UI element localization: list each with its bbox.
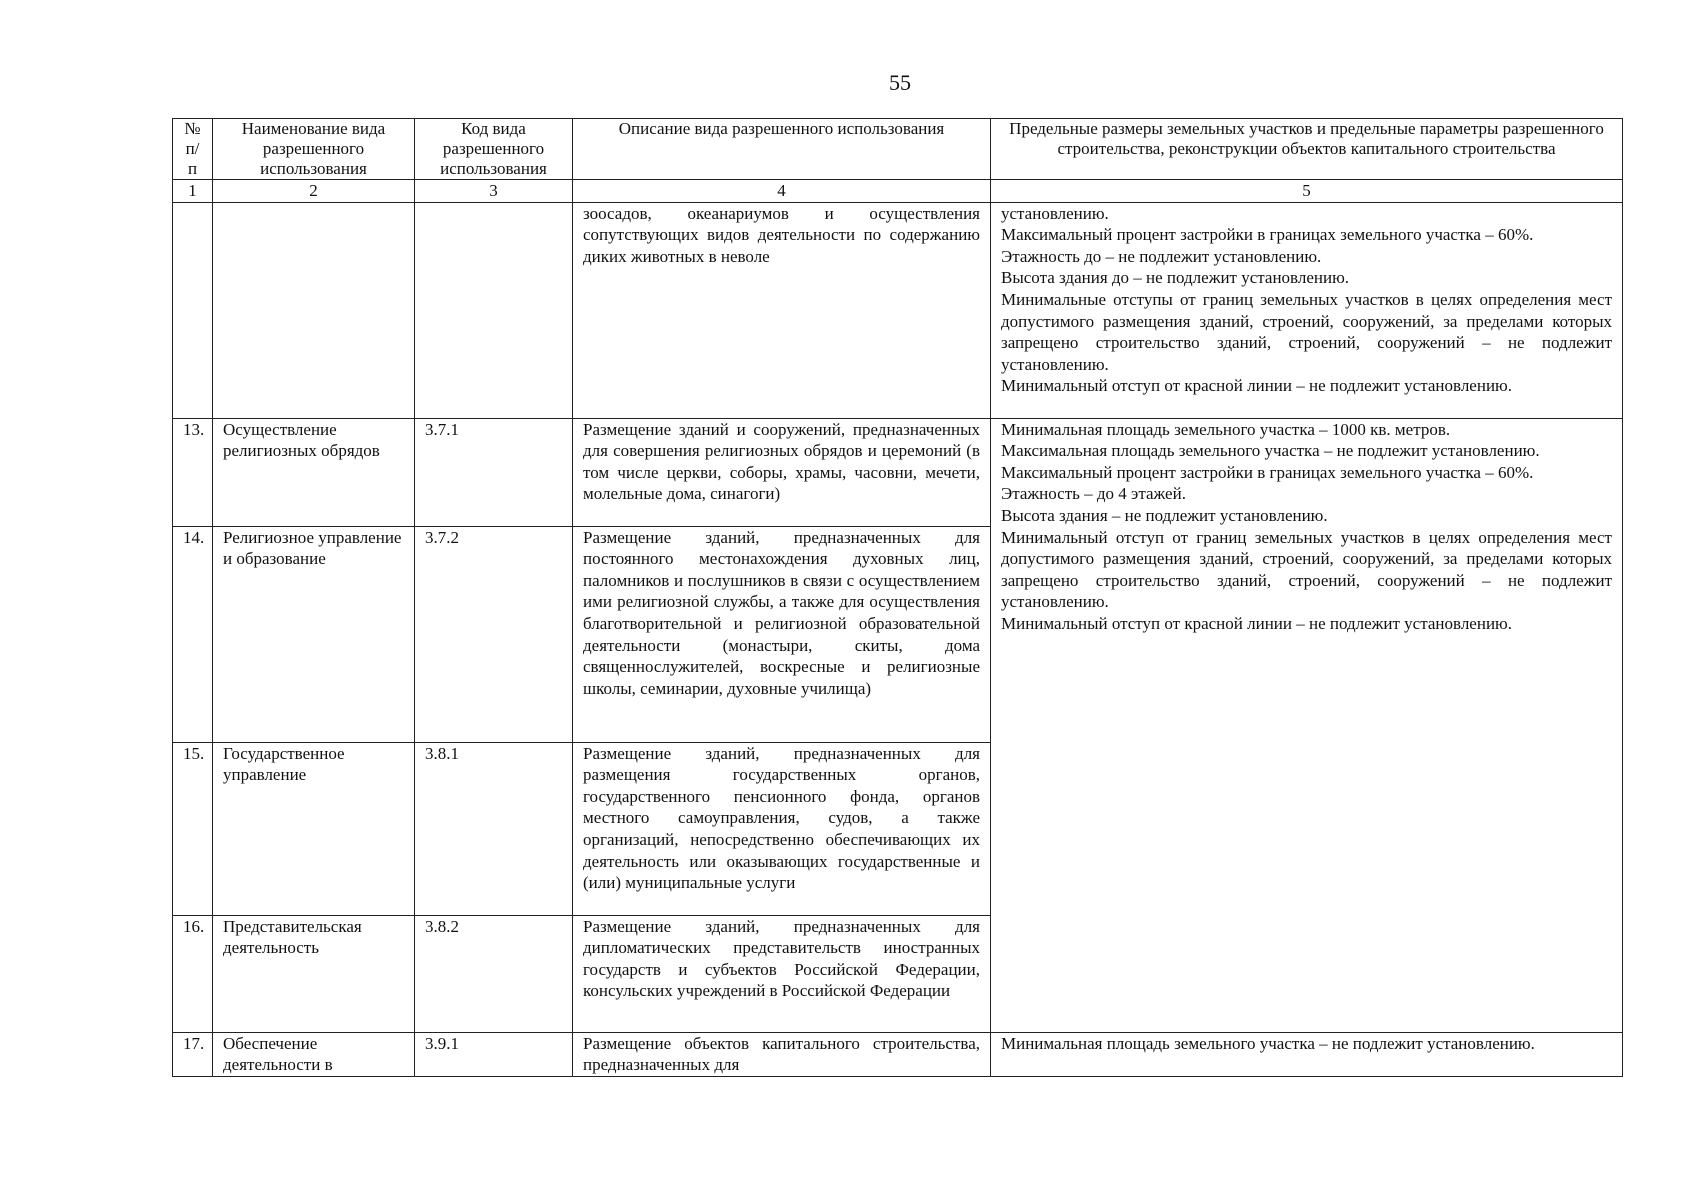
use-parameters: [991, 1032, 1623, 1076]
use-description: зоосадов, океанариумов и осуществления сопутствующих видов деятельности по содержанию диких животных в неволе: [573, 202, 991, 418]
parameter-line: Максимальный процент застройки в границах земельного участка – 60%.: [1001, 462, 1534, 482]
use-code: 3.8.1: [415, 742, 573, 915]
parameter-line: Минимальный отступ от красной линии – не подлежит установлению.: [1001, 376, 1512, 396]
column-number: 1: [173, 180, 213, 203]
parameter-line: установлению.: [1001, 203, 1109, 223]
page-number: 55: [889, 70, 911, 95]
use-name: Государственное управление: [213, 742, 415, 915]
use-name: Обеспечение деятельности в: [213, 1032, 415, 1076]
row-number: 15.: [173, 742, 213, 915]
parameter-line: Минимальная площадь земельного участка – 1000 кв. метров.: [1001, 419, 1451, 439]
parameter-line: Высота здания до – не подлежит установлению.: [1001, 268, 1350, 288]
parameter-line: Минимальный отступ от красной линии – не подлежит установлению.: [1001, 613, 1512, 633]
table-row: [173, 1032, 1623, 1076]
column-number: 3: [415, 180, 573, 203]
use-description: Размещение объектов капитального строительства, предназначенных для: [573, 1032, 991, 1076]
use-name: [213, 202, 415, 418]
use-code: 3.7.1: [415, 418, 573, 526]
column-number: 2: [213, 180, 415, 203]
parameter-line: Этажность до – не подлежит установлению.: [1001, 246, 1322, 266]
header-num: № п/п: [173, 119, 213, 180]
header-row: [173, 119, 1623, 180]
use-parameters: [991, 202, 1623, 418]
column-number: 5: [991, 180, 1623, 203]
use-code: 3.8.2: [415, 915, 573, 1032]
parameter-line: Максимальный процент застройки в границах земельного участка – 60%.: [1001, 225, 1534, 245]
table-row: [173, 418, 1623, 526]
use-code: 3.9.1: [415, 1032, 573, 1076]
use-description: Размещение зданий, предназначенных для постоянного местонахождения духовных лиц, паломников и послушников в связи с осуществлением ими религиозной службы, а также для осуществления благотворительной и религиозной образовательной деятельности (монастыри, скиты, дома священнослужителей, воскресные и религиозные школы, семинарии, духовные училища): [573, 526, 991, 742]
parameter-line: Высота здания – не подлежит установлению.: [1001, 505, 1328, 525]
use-name: Осуществление религиозных обрядов: [213, 418, 415, 526]
regulations-table: [172, 118, 1623, 1077]
header-code: Код вида разрешенного использования: [415, 119, 573, 180]
use-code: 3.7.2: [415, 526, 573, 742]
column-number-row: [173, 180, 1623, 203]
use-description: Размещение зданий, предназначенных для размещения государственных органов, государственного пенсионного фонда, органов местного самоуправления, судов, а также организаций, непосредственно обеспечивающих их деятельность или оказывающих государственные и (или) муниципальные услуги: [573, 742, 991, 915]
use-description: Размещение зданий, предназначенных для дипломатических представительств иностранных государств и субъектов Российской Федерации, консульских учреждений в Российской Федерации: [573, 915, 991, 1032]
use-description: Размещение зданий и сооружений, предназначенных для совершения религиозных обрядов и церемоний (в том числе церкви, соборы, храмы, часовни, мечети, молельные дома, синагоги): [573, 418, 991, 526]
parameter-line: Минимальные отступы от границ земельных участков в целях определения мест допустимого размещения зданий, строений, сооружений, за пределами которых запрещено строительство зданий, строений, сооружений – не подлежит установлению.: [1001, 289, 1612, 374]
parameter-line: Этажность – до 4 этажей.: [1001, 484, 1186, 504]
header-params: Предельные размеры земельных участков и предельные параметры разрешенного строительства, реконструкции объектов капитального строительства: [991, 119, 1623, 180]
header-desc: Описание вида разрешенного использования: [573, 119, 991, 180]
row-number: [173, 202, 213, 418]
table-row: [173, 202, 1623, 418]
header-name: Наименование вида разрешенного использования: [213, 119, 415, 180]
use-name: Религиозное управление и образование: [213, 526, 415, 742]
row-number: 16.: [173, 915, 213, 1032]
use-code: [415, 202, 573, 418]
use-name: Представительская деятельность: [213, 915, 415, 1032]
parameter-line: Минимальный отступ от границ земельных участков в целях определения мест допустимого размещения зданий, строений, сооружений, за пределами которых запрещено строительство зданий, строений, сооружений – не подлежит установлению.: [1001, 527, 1612, 612]
row-number: 14.: [173, 526, 213, 742]
column-number: 4: [573, 180, 991, 203]
row-number: 17.: [173, 1032, 213, 1076]
use-parameters: [991, 418, 1623, 1032]
parameter-line: Минимальная площадь земельного участка – не подлежит установлению.: [1001, 1033, 1535, 1053]
parameter-line: Максимальная площадь земельного участка – не подлежит установлению.: [1001, 441, 1540, 461]
row-number: 13.: [173, 418, 213, 526]
